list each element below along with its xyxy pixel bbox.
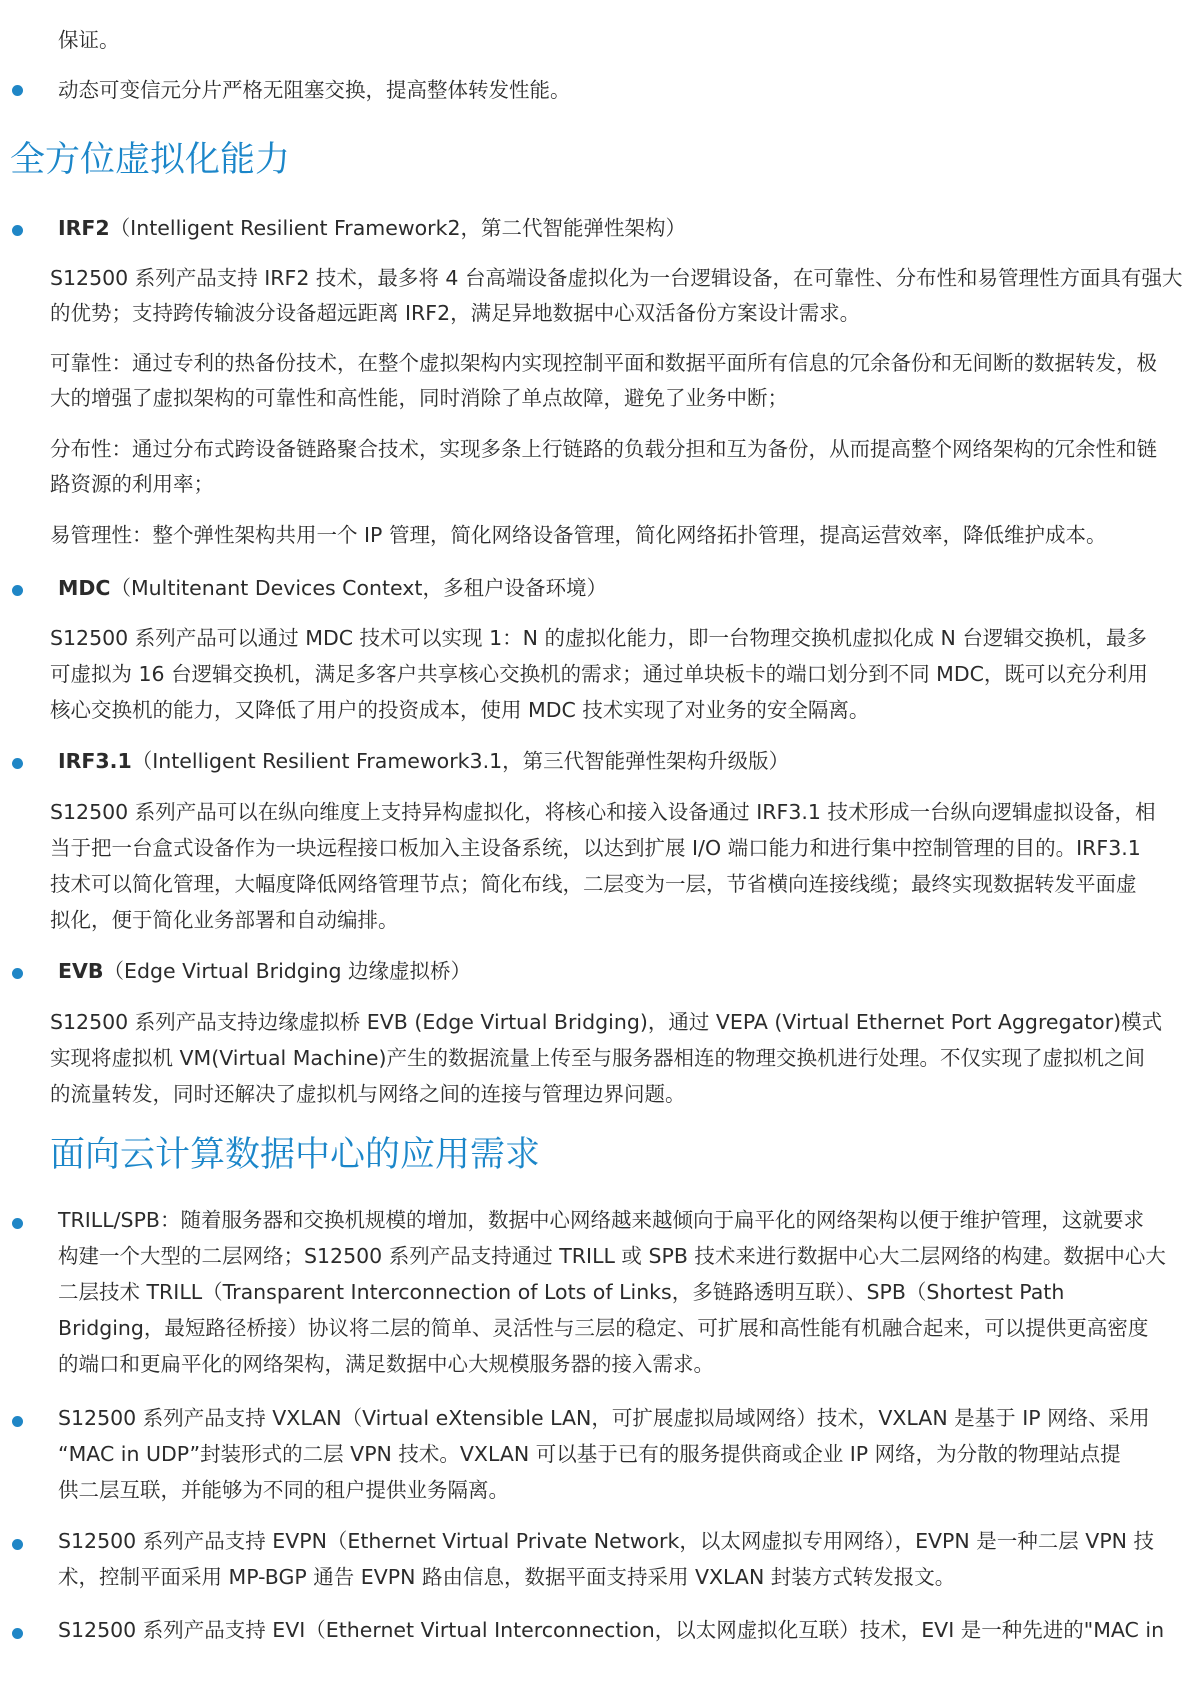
paragraph-line: 拟化，便于简化业务部署和自动编排。 [50, 908, 399, 932]
term: MDC [58, 576, 111, 600]
term-desc: （Intelligent Resilient Framework3.1，第三代智能弹性架构升级版） [131, 749, 790, 773]
paragraph-line: 当于把一台盒式设备作为一块远程接口板加入主设备系统，以达到扩展 I/O 端口能力和进行集中控制管理的目的。IRF3.1 [50, 836, 1141, 860]
paragraph-line: 的端口和更扁平化的网络架构，满足数据中心大规模服务器的接入需求。 [58, 1352, 714, 1376]
bullet-heading-irf31 [58, 743, 789, 779]
bullet-dot [12, 1628, 23, 1639]
paragraph-line: 实现将虚拟机 VM(Virtual Machine)产生的数据流量上传至与服务器相连的物理交换机进行处理。不仅实现了虚拟机之间 [50, 1046, 1146, 1070]
paragraph-line: 供二层互联，并能够为不同的租户提供业务隔离。 [58, 1478, 509, 1502]
paragraph-line: 路资源的利用率； [50, 472, 214, 496]
paragraph-line: 术，控制平面采用 MP-BGP 通告 EVPN 路由信息，数据平面支持采用 VXLAN 封装方式转发报文。 [58, 1565, 956, 1589]
paragraph-line: 的流量转发，同时还解决了虚拟机与网络之间的连接与管理边界问题。 [50, 1082, 686, 1106]
bullet-dot [12, 585, 23, 596]
bullet-dot [12, 1218, 23, 1229]
bullet-dot [12, 968, 23, 979]
bullet-heading-evb [58, 953, 471, 989]
bullet-dot [12, 1539, 23, 1550]
paragraph-line: S12500 系列产品可以通过 MDC 技术可以实现 1：N 的虚拟化能力，即一台物理交换机虚拟化成 N 台逻辑交换机，最多 [50, 626, 1147, 650]
bullet-dot [12, 1416, 23, 1427]
text-line: 保证。 [58, 28, 120, 52]
paragraph-line: Bridging，最短路径桥接）协议将二层的简单、灵活性与三层的稳定、可扩展和高性能有机融合起来，可以提供更高密度 [58, 1316, 1149, 1340]
paragraph-line: “MAC in UDP”封装形式的二层 VPN 技术。VXLAN 可以基于已有的服务提供商或企业 IP 网络，为分散的物理站点提 [58, 1442, 1121, 1466]
paragraph-line: 大的增强了虚拟架构的可靠性和高性能，同时消除了单点故障，避免了业务中断； [50, 386, 788, 410]
section-heading: 全方位虚拟化能力 [10, 140, 291, 180]
paragraph-line: 分布性：通过分布式跨设备链路聚合技术，实现多条上行链路的负载分担和互为备份，从而提高整个网络架构的冗余性和链 [50, 437, 1157, 461]
paragraph-line: 可靠性：通过专利的热备份技术，在整个虚拟架构内实现控制平面和数据平面所有信息的冗余备份和无间断的数据转发，极 [50, 351, 1157, 375]
paragraph-line: S12500 系列产品支持边缘虚拟桥 EVB (Edge Virtual Bridging)，通过 VEPA (Virtual Ethernet Port Aggregator)模式 [50, 1010, 1163, 1034]
paragraph-line: 的优势；支持跨传输波分设备超远距离 IRF2，满足异地数据中心双活备份方案设计需求。 [50, 301, 861, 325]
section-heading: 面向云计算数据中心的应用需求 [50, 1135, 541, 1175]
bullet-text: S12500 系列产品支持 EVI（Ethernet Virtual Interconnection，以太网虚拟化互联）技术，EVI 是一种先进的"MAC in [58, 1618, 1165, 1642]
term: IRF3.1 [58, 749, 132, 773]
bullet-text: TRILL/SPB：随着服务器和交换机规模的增加，数据中心网络越来越倾向于扁平化的网络架构以便于维护管理，这就要求 [58, 1208, 1144, 1232]
bullet-dot [12, 85, 23, 96]
term: IRF2 [58, 216, 110, 240]
paragraph-line: 二层技术 TRILL（Transparent Interconnection of Lots of Links，多链路透明互联）、SPB（Shortest Path [58, 1280, 1065, 1304]
paragraph-line: S12500 系列产品支持 IRF2 技术，最多将 4 台高端设备虚拟化为一台逻辑设备，在可靠性、分布性和易管理性方面具有强大 [50, 266, 1183, 290]
paragraph-line: S12500 系列产品可以在纵向维度上支持异构虚拟化，将核心和接入设备通过 IRF3.1 技术形成一台纵向逻辑虚拟设备，相 [50, 800, 1156, 824]
bullet-heading-mdc [58, 570, 607, 606]
bullet-heading-irf2 [58, 210, 686, 246]
bullet-text: S12500 系列产品支持 VXLAN（Virtual eXtensible LAN，可扩展虚拟局域网络）技术，VXLAN 是基于 IP 网络、采用 [58, 1406, 1150, 1430]
bullet-dot [12, 758, 23, 769]
paragraph-line: 可虚拟为 16 台逻辑交换机，满足多客户共享核心交换机的需求；通过单块板卡的端口划分到不同 MDC，既可以充分利用 [50, 662, 1148, 686]
bullet-text: 动态可变信元分片严格无阻塞交换，提高整体转发性能。 [58, 78, 571, 102]
paragraph-line: 易管理性：整个弹性架构共用一个 IP 管理，简化网络设备管理，简化网络拓扑管理，提高运营效率，降低维护成本。 [50, 523, 1107, 547]
term-desc: （Intelligent Resilient Framework2，第二代智能弹性架构） [109, 216, 687, 240]
paragraph-line: 核心交换机的能力，又降低了用户的投资成本，使用 MDC 技术实现了对业务的安全隔离。 [50, 698, 870, 722]
paragraph-line: 构建一个大型的二层网络；S12500 系列产品支持通过 TRILL 或 SPB 技术来进行数据中心大二层网络的构建。数据中心大 [58, 1244, 1166, 1268]
paragraph-line: 技术可以简化管理，大幅度降低网络管理节点；简化布线，二层变为一层，节省横向连接线缆；最终实现数据转发平面虚 [50, 872, 1137, 896]
bullet-text: S12500 系列产品支持 EVPN（Ethernet Virtual Private Network，以太网虚拟专用网络），EVPN 是一种二层 VPN 技 [58, 1529, 1155, 1553]
bullet-dot [12, 225, 23, 236]
term: EVB [58, 959, 104, 983]
term-desc: （Edge Virtual Bridging 边缘虚拟桥） [103, 959, 472, 983]
term-desc: （Multitenant Devices Context，多租户设备环境） [110, 576, 607, 600]
